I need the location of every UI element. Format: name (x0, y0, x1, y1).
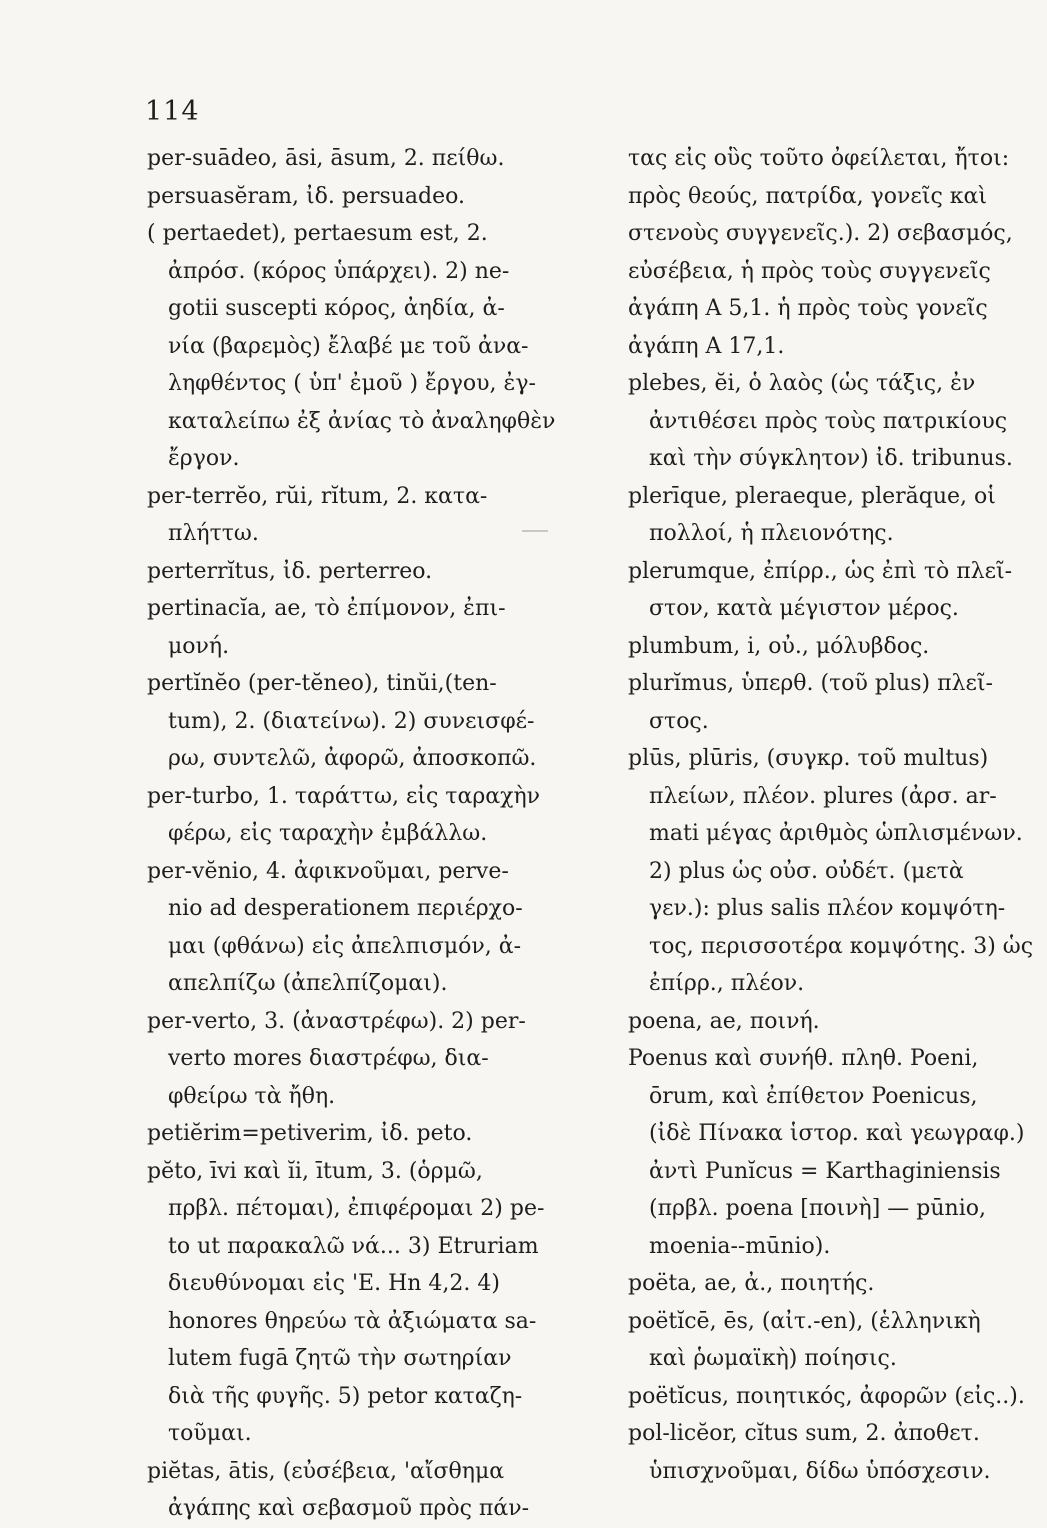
entry-continuation-line: στον, κατὰ μέγιστον μέρος. (649, 596, 959, 621)
entry-continuation-line: ἀντὶ Punĭcus = Karthaginiensis (649, 1158, 1001, 1184)
entry-headword-line: poëta, ae, ἀ., ποιητής. (628, 1271, 875, 1296)
left-column (147, 140, 575, 1528)
entry-continuation-line: ρω, συντελῶ, ἀφορῶ, ἀποσκοπῶ. (168, 746, 537, 771)
entry-headword-line: per-vĕnio, 4. ἀφικνοῦμαι, perve- (147, 858, 509, 884)
entry-continuation-line: γεν.): plus salis πλέον κομψότη- (649, 896, 1006, 921)
entry-headword-line: pol-licĕor, cĭtus sum, 2. ἀποθετ. (628, 1421, 980, 1446)
entry-continuation-line: μαι (φθάνω) εἰς ἀπελπισμόν, ἀ- (168, 933, 522, 959)
entry-continuation-line: μονή. (168, 633, 230, 659)
entry-continuation-line: καὶ τὴν σύγκλητον) ἰδ. tribunus. (649, 446, 1013, 471)
entry-continuation-line: ἀντιθέσει πρὸς τοὺς πατρικίους (649, 408, 1008, 434)
entry-headword-line: στενοὺς συγγενεῖς.). 2) σεβασμός, (628, 221, 1013, 246)
entry-continuation-line: tum), 2. (διατείνω). 2) συνεισφέ- (168, 708, 535, 734)
entry-headword-line: πρὸς θεούς, πατρίδα, γονεῖς καὶ (628, 183, 987, 209)
entry-continuation-line: (πρβλ. poena [ποινὴ] — pūnio, (649, 1196, 986, 1221)
entry-continuation-line: mati μέγας ἀριθμὸς ὡπλισμένων. (649, 821, 1023, 846)
entry-continuation-line: verto mores διαστρέφω, δια- (168, 1046, 489, 1071)
entry-headword-line: persuasĕram, ἰδ. persuadeo. (147, 183, 465, 209)
entry-continuation-line: καταλείπω ἐξ ἀνίας τὸ ἀναληφθὲν (168, 408, 556, 434)
entry-headword-line: piĕtas, ātis, (εὐσέβεια, 'αἴσθημα (147, 1458, 505, 1484)
entry-headword-line: per-turbo, 1. ταράττω, εἰς ταραχὴν (147, 783, 541, 809)
entry-continuation-line: πλείων, πλέον. plures (ἀρσ. ar- (649, 783, 997, 809)
entry-continuation-line: ὑπισχνοῦμαι, δίδω ὑπόσχεσιν. (649, 1458, 991, 1484)
entry-continuation-line: ἀγάπης καὶ σεβασμοῦ πρὸς πάν- (168, 1496, 530, 1521)
entry-continuation-line: στος. (649, 708, 709, 734)
entry-continuation-line: διευθύνομαι εἰς 'Ε. Hn 4,2. 4) (168, 1271, 500, 1296)
entry-continuation-line: ἀπρόσ. (κόρος ὑπάρχει). 2) ne- (168, 258, 510, 284)
entry-continuation-line: gotii suscepti κόρος, ἀηδία, ἀ- (168, 296, 505, 321)
entry-headword-line: pertĭnĕo (per-tĕneo), tinŭi,(ten- (147, 671, 497, 696)
entry-headword-line: poëtĭcē, ēs, (αἰτ.-en), (ἑλληνικὴ (628, 1308, 981, 1334)
entry-continuation-line: φέρω, εἰς ταραχὴν ἐμβάλλω. (168, 821, 488, 846)
entry-continuation-line: honores θηρεύω τὰ ἀξιώματα sa- (168, 1308, 537, 1334)
entry-headword-line: ἀγάπη A 5,1. ἡ πρὸς τοὺς γονεῖς (628, 296, 988, 321)
entry-headword-line: perterrĭtus, ἰδ. perterreo. (147, 558, 433, 584)
entry-continuation-line: τοῦμαι. (168, 1421, 252, 1446)
entry-headword-line: petiĕrim=petiverim, ἰδ. peto. (147, 1121, 473, 1146)
entry-continuation-line: to ut παρακαλῶ νά... 3) Etruriam (168, 1233, 539, 1259)
entry-continuation-line: τος, περισσοτέρα κομψότης. 3) ὡς (649, 933, 1034, 959)
entry-continuation-line: πρβλ. πέτομαι), ἐπιφέρομαι 2) pe- (168, 1196, 545, 1221)
page-number: 114 (145, 96, 200, 127)
entry-continuation-line: πλήττω. (168, 521, 259, 546)
entry-headword-line: per-suādeo, āsi, āsum, 2. πείθω. (147, 146, 505, 171)
entry-continuation-line: ἔργον. (168, 446, 240, 471)
entry-headword-line: plerīque, pleraeque, plerăque, οἱ (628, 483, 996, 509)
entry-headword-line: ( pertaedet), pertaesum est, 2. (147, 221, 488, 246)
entry-headword-line: pĕto, īvi καὶ ĭi, ītum, 3. (ὁρμῶ, (147, 1158, 483, 1184)
right-column (628, 140, 1042, 1490)
entry-headword-line: per-terrĕo, rŭi, rĭtum, 2. κατα- (147, 483, 488, 509)
entry-continuation-line: διὰ τῆς φυγῆς. 5) petor καταζη- (168, 1383, 523, 1409)
entry-continuation-line: απελπίζω (ἀπελπίζομαι). (168, 971, 448, 996)
entry-headword-line: τας εἰς οὓς τοῦτο ὀφείλεται, ἤτοι: (628, 146, 1010, 171)
entry-headword-line: poëtĭcus, ποιητικός, ἀφορῶν (εἰς..). (628, 1383, 1025, 1409)
entry-headword-line: ἀγάπη A 17,1. (628, 333, 785, 359)
entry-continuation-line: 2) plus ὡς οὐσ. οὐδέτ. (μετὰ (649, 858, 964, 884)
entry-continuation-line: (ἰδὲ Πίνακα ἱστορ. καὶ γεωγραφ.) (649, 1121, 1025, 1146)
entry-headword-line: Poenus καὶ συνήθ. πληθ. Poeni, (628, 1046, 979, 1071)
entry-headword-line: plurĭmus, ὑπερθ. (τοῦ plus) πλεῖ- (628, 671, 993, 696)
entry-headword-line: plumbum, i, οὐ., μόλυβδος. (628, 633, 930, 659)
entry-headword-line: plūs, plūris, (συγκρ. τοῦ multus) (628, 746, 989, 771)
entry-continuation-line: φθείρω τὰ ἤθη. (168, 1083, 336, 1109)
entry-headword-line: εὐσέβεια, ἡ πρὸς τοὺς συγγενεῖς (628, 258, 991, 284)
entry-headword-line: per-verto, 3. (ἀναστρέφω). 2) per- (147, 1008, 526, 1034)
entry-continuation-line: ōrum, καὶ ἐπίθετον Poenicus, (649, 1083, 978, 1109)
entry-continuation-line: πολλοί, ἡ πλειονότης. (649, 521, 894, 546)
entry-continuation-line: καὶ ῥωμαϊκὴ) ποίησις. (649, 1346, 897, 1371)
entry-continuation-line: ληφθέντος ( ὑπ' ἐμοῦ ) ἔργου, ἐγ- (168, 371, 536, 396)
entry-headword-line: poena, ae, ποινή. (628, 1008, 820, 1034)
entry-headword-line: plerumque, ἐπίρρ., ὡς ἐπὶ τὸ πλεῖ- (628, 558, 1013, 584)
entry-continuation-line: ἐπίρρ., πλέον. (649, 971, 805, 996)
entry-headword-line: plebes, ĕi, ὁ λαὸς (ὡς τάξις, ἐν (628, 371, 976, 396)
entry-headword-line: pertinacĭa, ae, τὸ ἐπίμονον, ἐπι- (147, 596, 506, 621)
entry-continuation-line: νία (βαρεμὸς) ἔλαβέ με τοῦ ἀνα- (168, 333, 529, 359)
ink-smudge (522, 530, 548, 532)
entry-continuation-line: moenia--mūnio). (649, 1233, 831, 1259)
entry-continuation-line: nio ad desperationem περιέρχο- (168, 896, 523, 921)
entry-continuation-line: lutem fugā ζητῶ τὴν σωτηρίαν (168, 1346, 512, 1371)
